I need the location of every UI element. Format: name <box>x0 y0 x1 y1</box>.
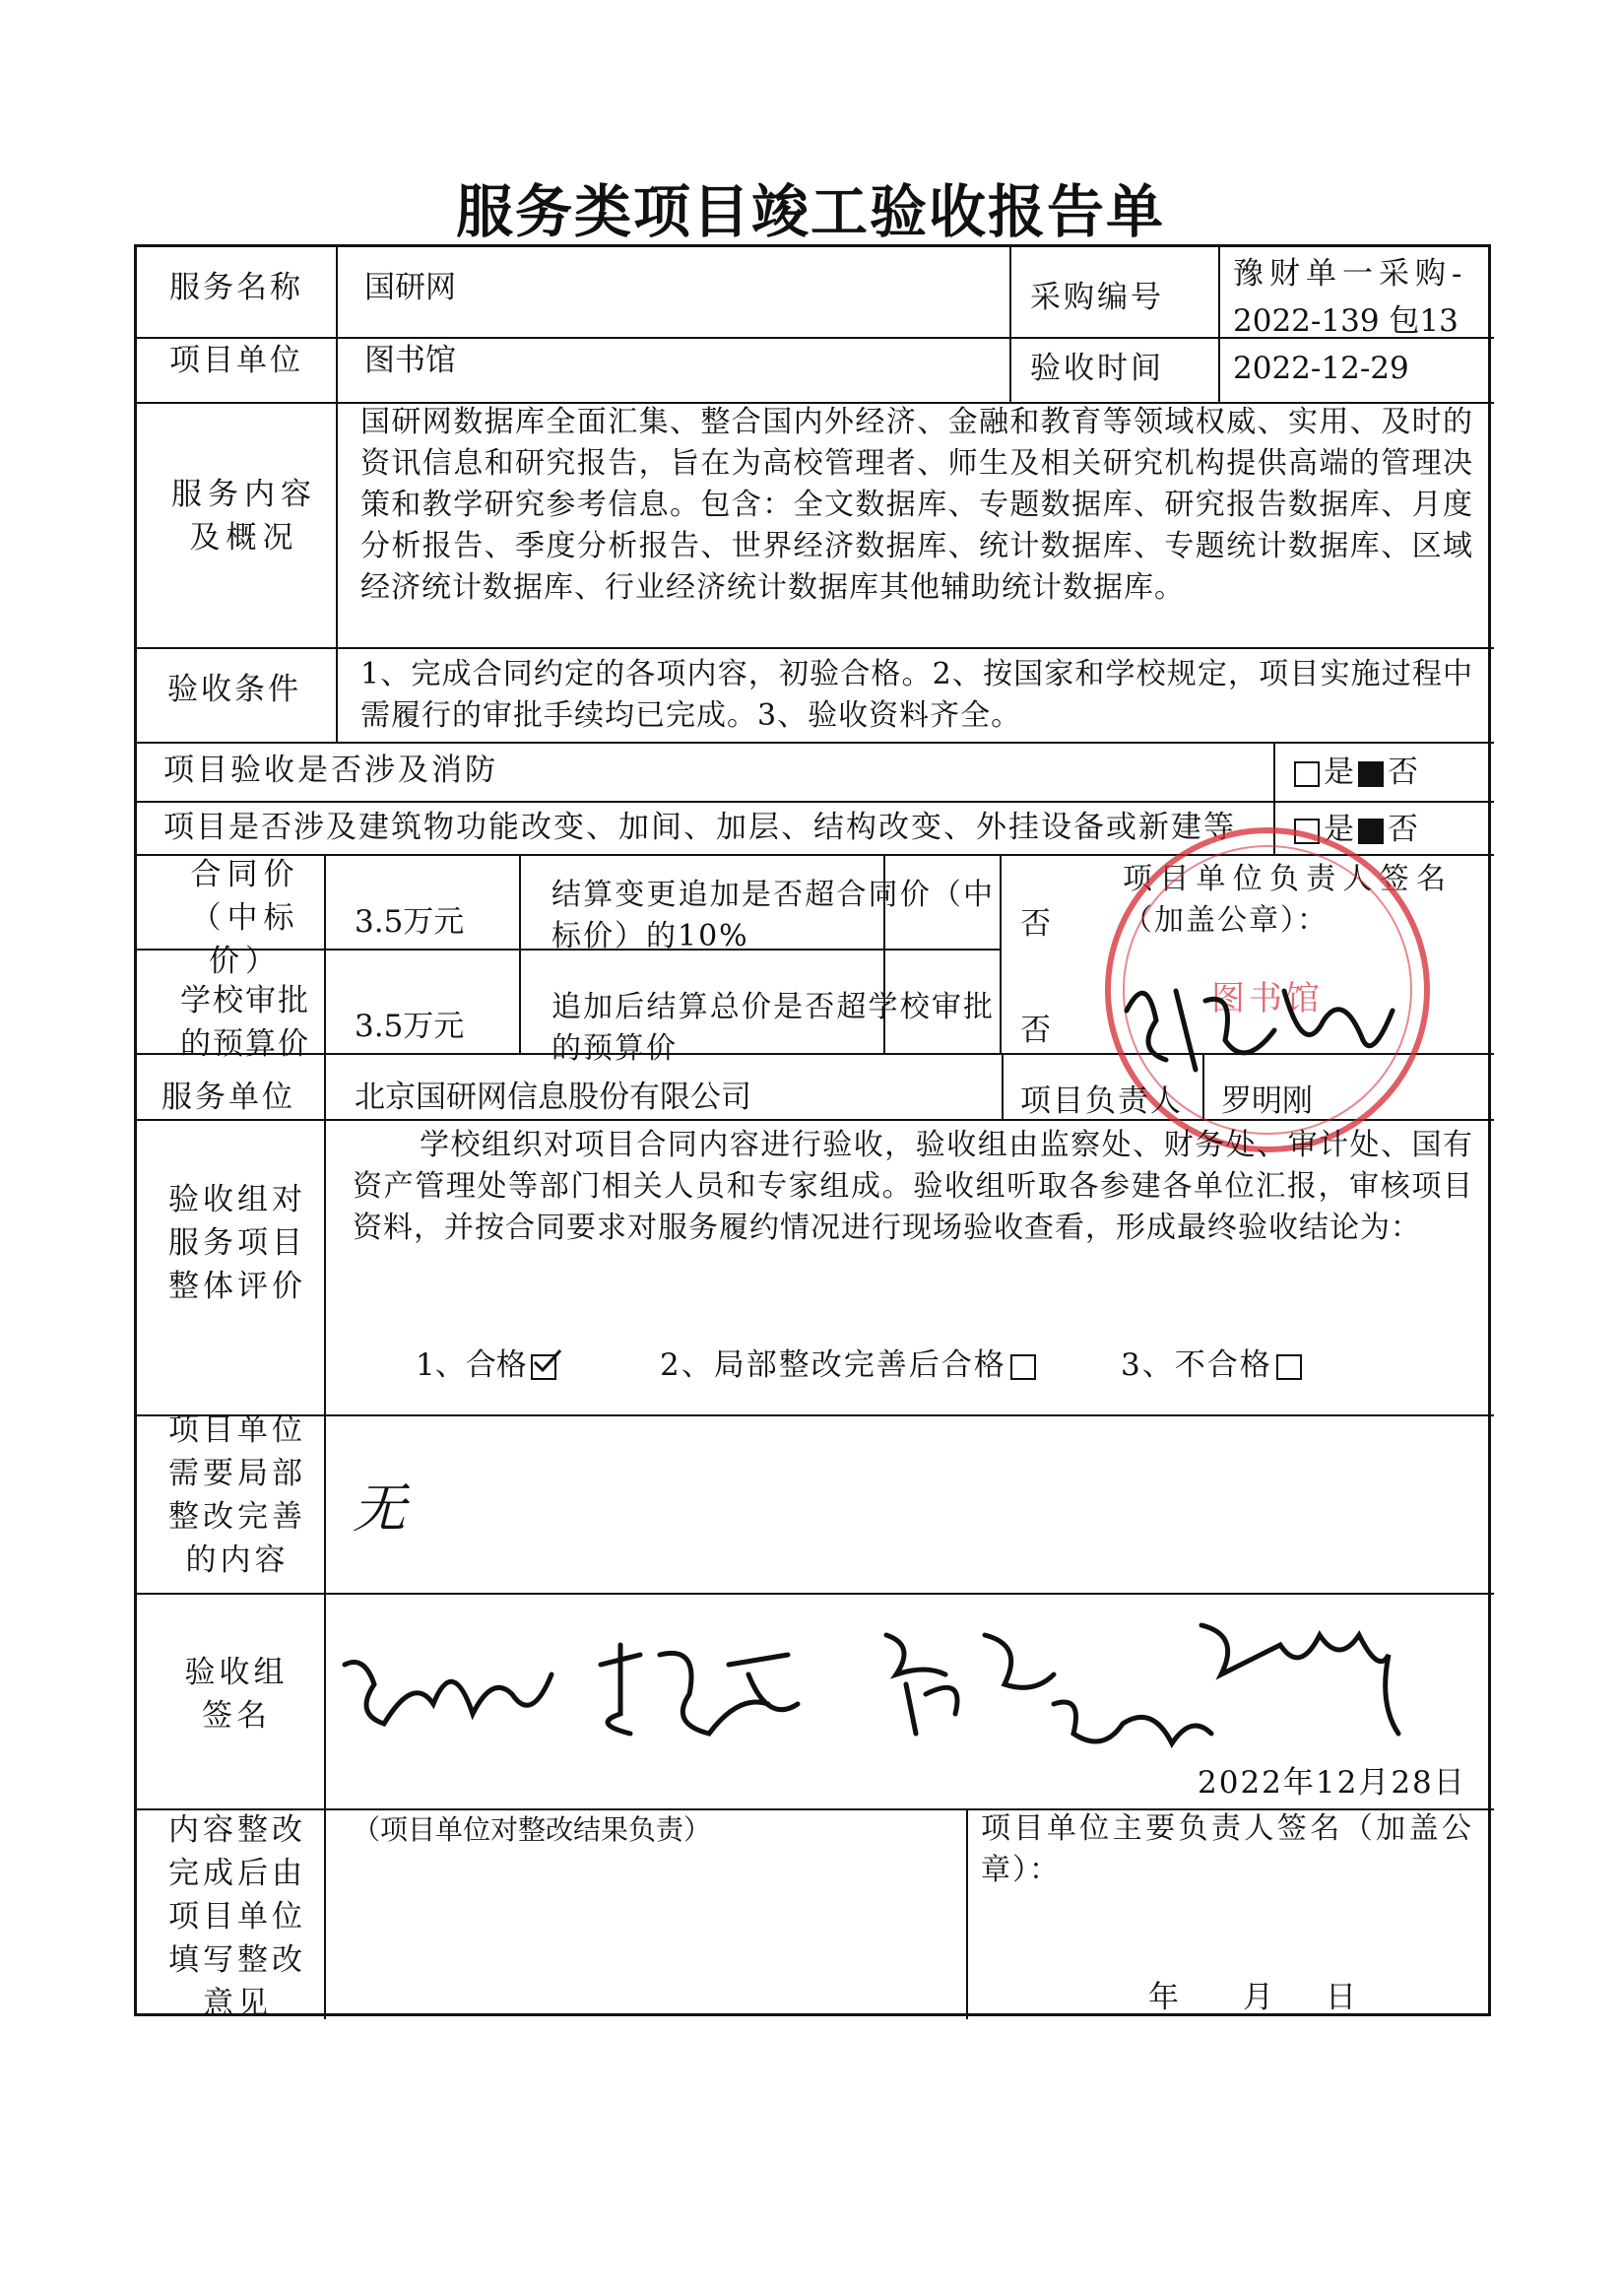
result-option-rectify <box>660 1345 1040 1385</box>
conditions-text: 1、完成合同约定的各项内容，初验合格。2、按国家和学校规定，项目实施过程中需履行的审批手续均已完成。3、验收资料齐全。 <box>360 657 1473 733</box>
group-sign-label: 验收组签名 <box>184 1655 289 1734</box>
rectify-label: 项目单位需要局部整改完善的内容 <box>168 1412 306 1578</box>
purchase-code-label: 采购编号 <box>1030 280 1164 315</box>
service-name-label: 服务名称 <box>169 270 303 305</box>
contract-question: 结算变更追加是否超合同价（中标价）的10% <box>551 878 995 953</box>
contract-price-value: 3.5万元 <box>355 904 465 940</box>
evaluation-label: 验收组对服务项目整体评价 <box>168 1182 306 1304</box>
overview-label: 服务内容及概况 <box>171 477 317 556</box>
result-option-fail <box>1121 1345 1306 1385</box>
group-sign-date: 2022年12月28日 <box>1198 1765 1466 1801</box>
contract-price-label: 合同价（中标价） <box>190 857 300 979</box>
project-manager-label: 项目负责人 <box>1020 1083 1183 1119</box>
sign-date-year: 年 <box>1148 1980 1179 2015</box>
budget-answer: 否 <box>1020 1013 1051 1048</box>
fire-no-label: 否 <box>1388 754 1418 790</box>
form-title: 服务类项目竣工验收报告单 <box>455 178 1165 245</box>
acceptance-date-label: 验收时间 <box>1030 351 1164 386</box>
service-name-value: 国研网 <box>364 270 456 305</box>
project-unit-label: 项目单位 <box>169 343 303 378</box>
result-option-pass-label: 1、合格 <box>416 1347 527 1383</box>
sign-date-month: 月 <box>1243 1980 1273 2015</box>
building-yes-label: 是 <box>1324 812 1354 847</box>
budget-label: 学校审批的预算价 <box>180 983 310 1062</box>
budget-question: 追加后结算总价是否超学校审批的预算价 <box>551 990 995 1066</box>
project-manager-value: 罗明刚 <box>1221 1083 1313 1119</box>
after-rectify-label: 内容整改完成后由项目单位填写整改意见 <box>168 1812 306 2021</box>
checkmark-icon <box>533 1348 562 1374</box>
main-head-sign-label: 项目单位主要负责人签名（加盖公章）： <box>981 1811 1473 1887</box>
budget-value: 3.5万元 <box>355 1009 465 1044</box>
service-unit-value: 北京国研网信息股份有限公司 <box>355 1080 751 1115</box>
result-option-fail-label: 3、不合格 <box>1121 1347 1272 1383</box>
group-signatures <box>335 1615 1467 1773</box>
seal-text: 图书馆 <box>1211 979 1324 1018</box>
rectify-value: 无 <box>353 1477 406 1540</box>
fire-answer <box>1290 753 1418 792</box>
overview-text: 国研网数据库全面汇集、整合国内外经济、金融和教育等领域权威、实用、及时的资讯信息和研究报告，旨在为高校管理者、师生及相关研究机构提供高端的管理决策和教学研究参考信息。包含：全文数据库、专题数据库、研究报告数据库、月度分析报告、季度分析报告、世界经济数据库、统计数据库、专题统计数据库、区域经济统计数据库、行业经济统计数据库其他辅助统计数据库。 <box>360 405 1473 605</box>
building-question: 项目是否涉及建筑物功能改变、加间、加层、结构改变、外挂设备或新建等 <box>163 810 1236 845</box>
acceptance-date-value: 2022-12-29 <box>1233 351 1409 386</box>
contract-answer: 否 <box>1020 906 1051 942</box>
project-unit-value: 图书馆 <box>364 343 456 378</box>
pass-checkbox[interactable] <box>531 1354 556 1380</box>
building-no-label: 否 <box>1388 812 1418 847</box>
conditions-label: 验收条件 <box>167 672 301 707</box>
fire-question: 项目验收是否涉及消防 <box>163 753 498 788</box>
rectify-checkbox[interactable] <box>1010 1354 1036 1380</box>
fire-yes-label: 是 <box>1324 754 1354 790</box>
unit-head-sign-label: 项目单位负责人签名（加盖公章）： <box>1123 862 1448 938</box>
service-unit-label: 服务单位 <box>162 1080 295 1115</box>
fail-checkbox[interactable] <box>1276 1354 1302 1380</box>
evaluation-text: 学校组织对项目合同内容进行验收，验收组由监察处、财务处、审计处、国有资产管理处等部门相关人员和专家组成。验收组听取各参建各单位汇报，审核项目资料，并按合同要求对服务履约情况进行现场验收查看，形成最终验收结论为： <box>353 1128 1473 1245</box>
result-option-rectify-label: 2、局部整改完善后合格 <box>660 1347 1006 1383</box>
after-rectify-note: （项目单位对整改结果负责） <box>353 1813 712 1846</box>
purchase-code-line2: 2022-139 包13 <box>1233 303 1459 339</box>
building-no-checkbox[interactable] <box>1358 819 1384 844</box>
sign-date-day: 日 <box>1326 1980 1356 2015</box>
purchase-code-line1: 豫财单一采购- <box>1233 256 1468 292</box>
unit-head-signature <box>1107 951 1402 1089</box>
result-option-pass <box>416 1345 560 1385</box>
fire-no-checkbox[interactable] <box>1358 761 1384 787</box>
fire-yes-checkbox[interactable] <box>1294 761 1320 787</box>
